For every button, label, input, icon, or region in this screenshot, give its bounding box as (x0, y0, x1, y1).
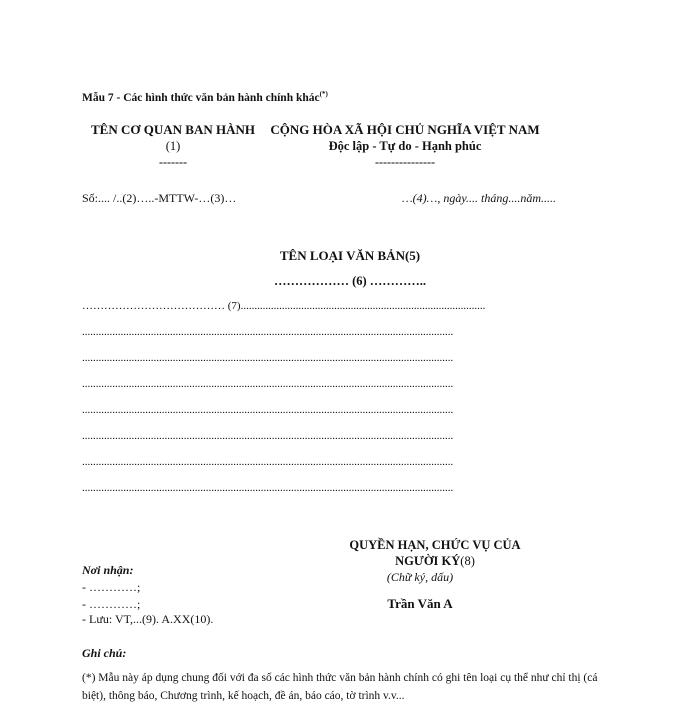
body-line: ………………………………… (7)......................................................................................... (82, 300, 486, 312)
document-type: TÊN LOẠI VĂN BẢN(5) (279, 248, 421, 263)
recipient-item: - …………; (82, 580, 141, 594)
signer-role-text: QUYỀN HẠN, CHỨC VỤ CỦA NGƯỜI KÝ (349, 538, 521, 568)
recipient-item: - …………; (82, 597, 141, 611)
national-header (270, 122, 540, 170)
recipient-item: - Lưu: VT,...(9). A.XX(10). (82, 612, 214, 626)
issuer-name: TÊN CƠ QUAN BAN HÀNH (91, 122, 255, 137)
national-motto: Độc lập - Tự do - Hạnh phúc (328, 139, 482, 153)
document-subject: ……………… (6) ………….. (273, 274, 427, 288)
signer-role-ref: (8) (460, 554, 475, 568)
body-line: ....................................................................................................................................... (82, 378, 454, 390)
body-line: ....................................................................................................................................... (82, 404, 454, 416)
body-line: ....................................................................................................................................... (82, 326, 454, 338)
issuer-separator: ------- (159, 155, 187, 169)
issuer-ref: (1) (165, 139, 181, 153)
body-line: ....................................................................................................................................... (82, 482, 454, 494)
body-line: ....................................................................................................................................... (82, 456, 454, 468)
national-title: CỘNG HÒA XÃ HỘI CHỦ NGHĨA VIỆT NAM (270, 122, 540, 137)
document-date: …(4)…, ngày.... tháng....năm..... (402, 191, 556, 205)
signer-role (330, 537, 540, 569)
body-line: ....................................................................................................................................... (82, 352, 454, 364)
form-title (82, 90, 328, 104)
notes-label: Ghi chú: (82, 646, 127, 660)
form-title-text: Mẫu 7 - Các hình thức văn bản hành chính khác (82, 91, 320, 104)
body-line: ....................................................................................................................................... (82, 430, 454, 442)
recipients-label: Nơi nhận: (82, 563, 134, 577)
form-title-footnote: (*) (319, 90, 328, 98)
signature-note: (Chữ ký, dấu) (386, 570, 454, 584)
notes-text: (*) Mẫu này áp dụng chung đối với đa số các hình thức văn bản hành chính có ghi tên loại cụ thể như chỉ thị (cá biệt), thông báo, Chương trình, kế hoạch, đề án, báo cáo, tờ trình v.v... (82, 672, 598, 702)
national-separator: --------------- (375, 155, 435, 169)
document-number: Số:.... /..(2)…..-MTTW-…(3)… (82, 191, 237, 205)
signer-name: Trần Văn A (387, 596, 453, 611)
issuer-block (82, 122, 264, 170)
